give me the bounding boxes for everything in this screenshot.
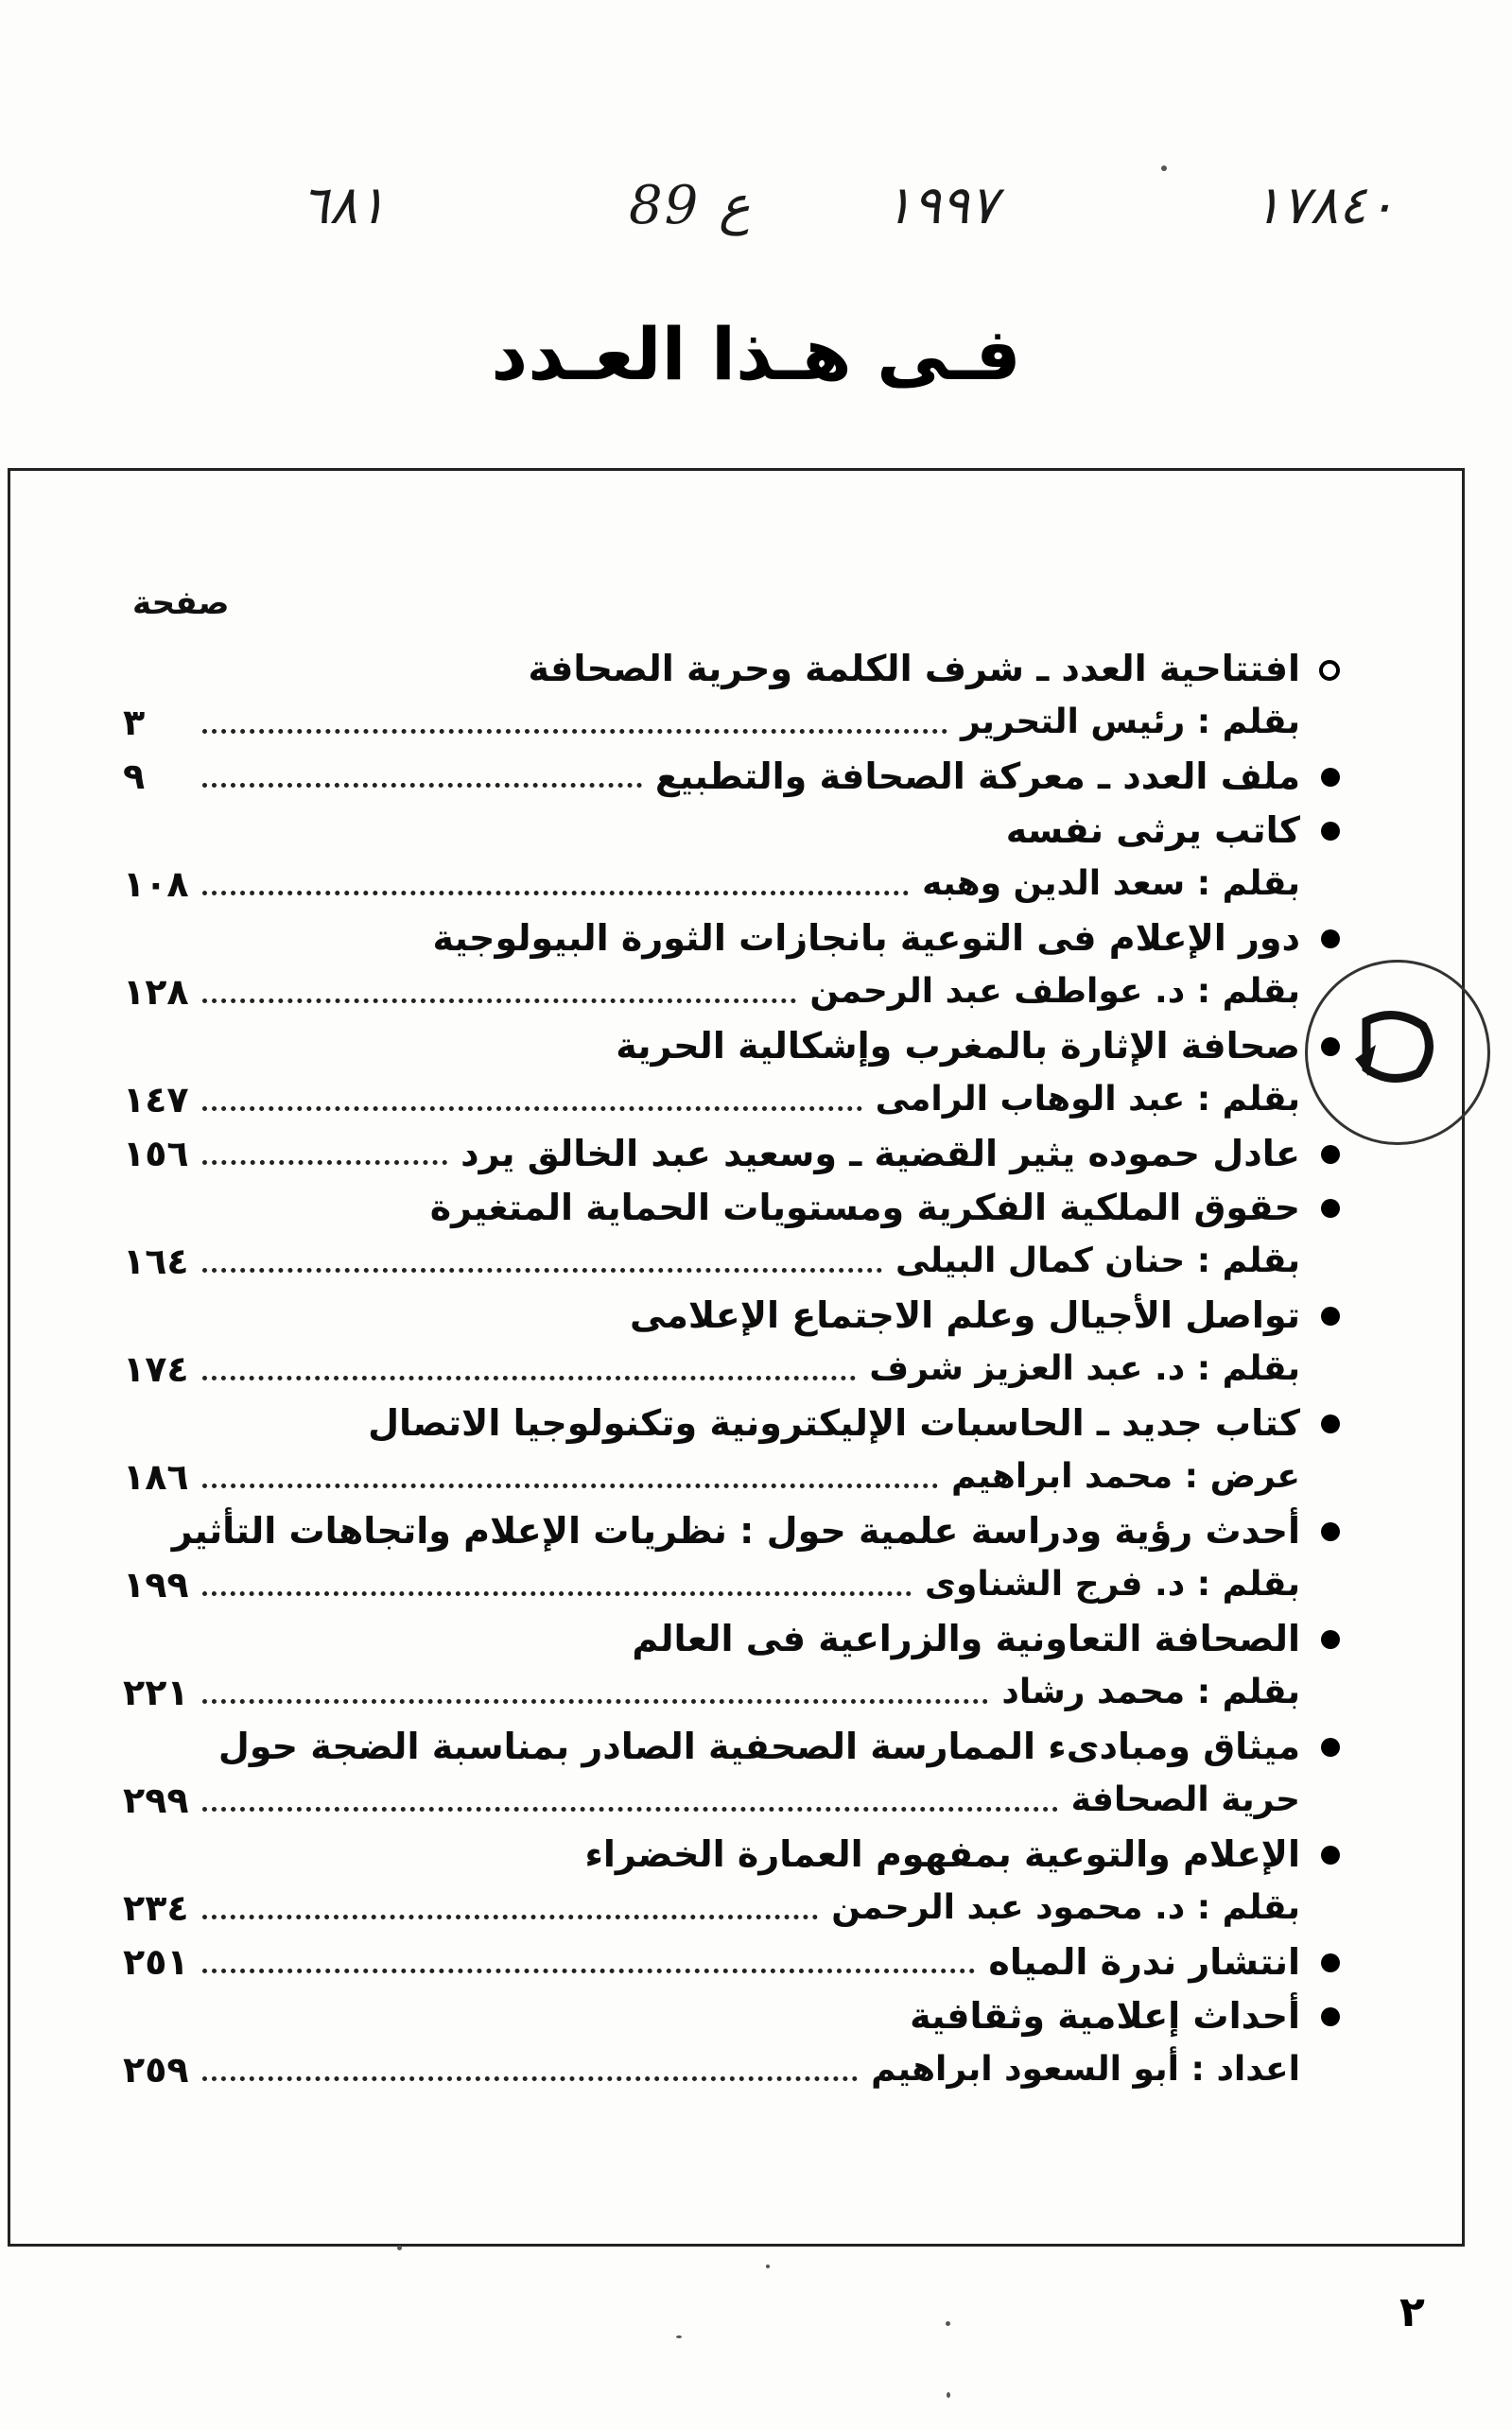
toc-line [123,964,1300,1018]
toc-line [123,803,1300,857]
toc-line [123,1072,1300,1126]
toc-line [123,1126,1300,1180]
dot-leader [202,1268,882,1273]
scan-speck [1161,165,1167,171]
dot-leader [202,1699,988,1704]
toc-line [123,1288,1300,1342]
toc-page-number: ٢٥٩ [123,2048,189,2091]
dot-leader [202,1376,856,1380]
toc-byline: اعداد : أبو السعود ابراهيم [871,2050,1300,2089]
toc-page-number: ٢٢١ [123,1671,189,1713]
toc-page-number: ١٦٤ [123,1240,189,1282]
toc-page-number: ١٧٤ [123,1347,189,1390]
toc-page-number: ١٩٩ [123,1563,189,1606]
toc-page-number: ١٥٦ [123,1132,189,1174]
toc-line [123,1396,1300,1449]
toc-line [123,1988,1300,2042]
toc-line [123,1719,1300,1773]
toc-line [123,749,1300,803]
toc-line [123,911,1300,964]
dot-leader [202,891,909,895]
toc-title: أحداث إعلامية وثقافية [910,1994,1300,2037]
toc-title: أحدث رؤية ودراسة علمية حول : نظريات الإعلام واتجاهات التأثير [171,1509,1300,1552]
dot-leader [202,1160,447,1165]
scan-speck [397,2246,402,2250]
toc-line [123,1180,1300,1234]
toc-title: افتتاحية العدد ـ شرف الكلمة وحرية الصحافة [528,647,1300,689]
toc-line [123,1611,1300,1665]
toc-page-number: ١٠٨ [123,862,189,905]
dot-leader [202,783,642,788]
stamp-mark-icon [1347,1002,1442,1087]
page-title: فـى هـذا العـدد [491,312,1021,396]
toc-title: انتشار ندرة المياه [988,1940,1300,1983]
toc-line [123,1342,1300,1396]
bullet-icon [1321,1846,1340,1865]
toc-byline: بقلم : حنان كمال البيلى [895,1241,1300,1280]
toc-title: الصحافة التعاونية والزراعية فى العالم [632,1617,1300,1659]
bullet-icon [1321,1953,1340,1972]
toc-byline: بقلم : رئيس التحرير [961,703,1300,741]
bullet-icon [1321,1630,1340,1649]
toc-byline: بقلم : محمد رشاد [1001,1673,1300,1711]
handwritten-year: ١٩٩٧ [884,175,999,236]
dot-leader [202,998,796,1003]
toc-title: دور الإعلام فى التوعية بانجازات الثورة البيولوجية [432,916,1300,959]
toc-page-number: ٩ [123,755,146,797]
toc-byline: بقلم : د. فرج الشناوى [924,1565,1300,1604]
toc-page-number: ١٨٦ [123,1455,189,1498]
toc-title: عادل حموده يثير القضية ـ وسعيد عبد الخالق يرد [461,1132,1300,1174]
toc-title: كاتب يرثى نفسه [1005,808,1300,851]
toc-line [123,1234,1300,1288]
scan-speck [766,2265,770,2268]
toc-byline: عرض : محمد ابراهيم [950,1457,1300,1496]
toc-line [123,641,1300,695]
handwritten-reference: ٦٨١ [301,175,387,236]
bullet-icon [1321,1415,1340,1433]
toc-title: حقوق الملكية الفكرية ومستويات الحماية المتغيرة [429,1186,1300,1228]
dot-leader [202,2076,858,2081]
toc-byline: حرية الصحافة [1070,1780,1300,1819]
toc-line [123,857,1300,911]
toc-line [123,695,1300,749]
dot-leader [202,1807,1058,1812]
bullet-icon [1321,768,1340,787]
page-column-header: صفحة [132,584,230,622]
scan-speck [947,2392,950,2398]
handwritten-accession-number: ١٧٨٤٠ [1253,175,1396,236]
toc-title: الإعلام والتوعية بمفهوم العمارة الخضراء [584,1832,1300,1875]
toc-title: صحافة الإثارة بالمغرب وإشكالية الحرية [616,1024,1300,1067]
bullet-icon [1321,1145,1340,1164]
toc-line [123,1773,1300,1827]
page-number: ٢ [1399,2288,1425,2336]
table-of-contents [123,641,1300,2096]
toc-title: تواصل الأجيال وعلم الاجتماع الإعلامى [629,1293,1300,1336]
bullet-icon [1321,1037,1340,1056]
toc-byline: بقلم : د. عبد العزيز شرف [869,1349,1300,1388]
toc-byline: بقلم : د. عواطف عبد الرحمن [809,972,1300,1011]
toc-line [123,1557,1300,1611]
bullet-icon [1321,822,1340,841]
toc-page-number: ١٢٨ [123,970,189,1013]
bullet-icon [1321,1738,1340,1757]
toc-byline: بقلم : عبد الوهاب الرامى [875,1080,1300,1119]
toc-line [123,2042,1300,2096]
toc-line [123,1018,1300,1072]
bullet-icon [1319,660,1340,681]
toc-line [123,1827,1300,1881]
dot-leader [202,1106,862,1111]
handwritten-issue-number: 89 [629,175,701,236]
dot-leader [202,729,947,734]
bullet-icon [1321,1199,1340,1218]
dot-leader [202,1915,818,1919]
bullet-icon [1321,1307,1340,1326]
toc-title: ميثاق ومبادىء الممارسة الصحفية الصادر بمناسبة الضجة حول [217,1725,1300,1767]
toc-page-number: ٢٥١ [123,1940,189,1983]
toc-page-number: ٢٣٤ [123,1886,189,1929]
handwritten-issue-mark: ع [719,175,751,236]
scan-speck [676,2335,682,2338]
toc-line [123,1935,1300,1988]
toc-byline: بقلم : سعد الدين وهبه [922,864,1300,903]
dot-leader [202,1969,975,1973]
toc-page-number: ٢٩٩ [123,1779,189,1821]
toc-line [123,1881,1300,1935]
toc-line [123,1503,1300,1557]
toc-byline: بقلم : د. محمود عبد الرحمن [831,1888,1300,1927]
bullet-icon [1321,1522,1340,1541]
toc-line [123,1449,1300,1503]
bullet-icon [1321,929,1340,948]
toc-page-number: ٣ [123,701,146,743]
dot-leader [202,1591,912,1596]
bullet-icon [1321,2007,1340,2026]
scan-speck [946,2321,950,2326]
dot-leader [202,1484,938,1488]
toc-title: كتاب جديد ـ الحاسبات الإليكترونية وتكنولوجيا الاتصال [368,1401,1300,1444]
toc-line [123,1665,1300,1719]
toc-page-number: ١٤٧ [123,1078,189,1120]
toc-title: ملف العدد ـ معركة الصحافة والتطبيع [654,755,1300,797]
